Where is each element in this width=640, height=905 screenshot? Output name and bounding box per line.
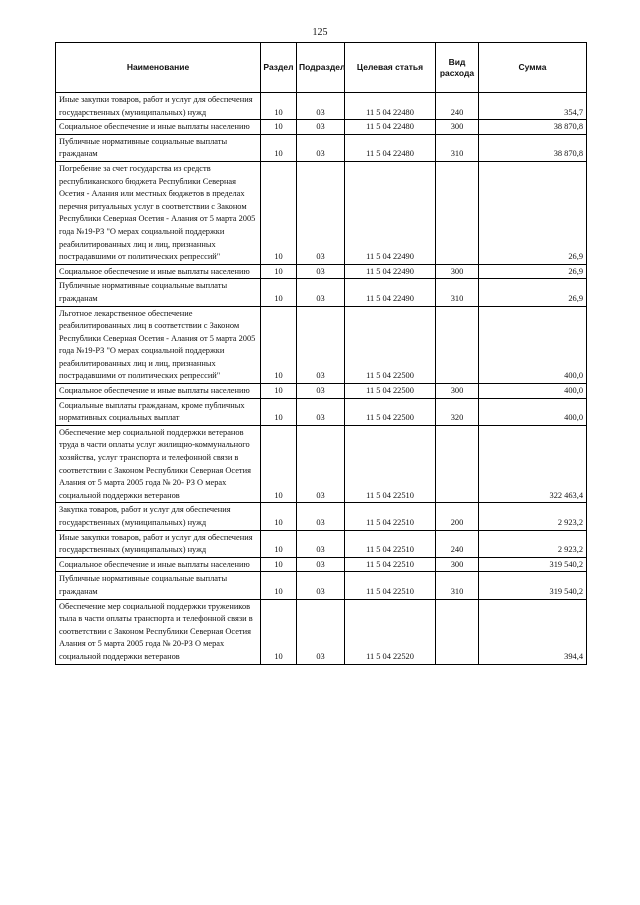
row-section: 10 [261, 530, 297, 557]
row-target: 11 5 04 22500 [345, 306, 436, 384]
row-name-text: Иные закупки товаров, работ и услуг для обеспечения государственных (муниципальных) нужд [59, 532, 253, 555]
row-target: 11 5 04 22510 [345, 572, 436, 599]
row-name-text: Обеспечение мер социальной поддержки тружеников тыла в части оплаты транспорта и телефонной связи в соответствии с Законом Республики Северная Осетия Алания от 5 марта 2005 года № 20-РЗ О мерах социальной поддержки ветеранов [59, 601, 253, 661]
row-target: 11 5 04 22480 [345, 134, 436, 161]
row-amount: 400,0 [479, 398, 587, 425]
row-name-text: Социальное обеспечение и иные выплаты населению [59, 386, 250, 396]
budget-table [55, 42, 587, 665]
row-name-text: Закупка товаров, работ и услуг для обеспечения государственных (муниципальных) нужд [59, 505, 231, 527]
row-amount: 394,4 [479, 599, 587, 664]
row-subsection: 03 [297, 530, 345, 557]
row-section: 10 [261, 384, 297, 399]
row-target: 11 5 04 22480 [345, 93, 436, 120]
table-header-row [56, 43, 587, 93]
row-name [56, 398, 261, 425]
row-expense-type: 310 [436, 572, 479, 599]
row-target: 11 5 04 22490 [345, 161, 436, 264]
table-row [56, 120, 587, 135]
table-row [56, 264, 587, 279]
row-name-text: Социальное обеспечение и иные выплаты населению [59, 122, 250, 132]
row-amount: 319 540,2 [479, 557, 587, 572]
row-amount: 26,9 [479, 161, 587, 264]
row-target: 11 5 04 22490 [345, 279, 436, 306]
table-row [56, 557, 587, 572]
row-subsection: 03 [297, 599, 345, 664]
table-row [56, 503, 587, 530]
row-target: 11 5 04 22500 [345, 398, 436, 425]
row-target: 11 5 04 22510 [345, 530, 436, 557]
row-subsection: 03 [297, 264, 345, 279]
row-amount: 38 870,8 [479, 134, 587, 161]
row-name-text: Публичные нормативные социальные выплаты гражданам [59, 281, 228, 303]
table-row [56, 530, 587, 557]
row-target: 11 5 04 22480 [345, 120, 436, 135]
row-expense-type [436, 599, 479, 664]
row-expense-type: 300 [436, 557, 479, 572]
row-expense-type: 240 [436, 530, 479, 557]
row-amount: 322 463,4 [479, 425, 587, 503]
row-amount: 400,0 [479, 306, 587, 384]
row-section: 10 [261, 161, 297, 264]
row-section: 10 [261, 306, 297, 384]
row-subsection: 03 [297, 306, 345, 384]
table-row [56, 279, 587, 306]
row-name-text: Льготное лекарственное обеспечение реабилитированных лиц в соответствии с Законом Республики Северная Осетия - Алания от 5 марта 2005 года №19-РЗ "О мерах социальной поддержки реабилитированных лиц и лиц, признанных пострадавшими от политических репрессий" [59, 308, 256, 381]
row-name [56, 93, 261, 120]
row-name-text: Погребение за счет государства из средств республиканского бюджета Республики Северная Осетия - Алания или местных бюджетов в пределах перечня ритуальных услуг в соответствии с Законом Республики Северная Осетия - Алания от 5 марта 2005 года №19-РЗ "О мерах социальной поддержки реабилитированных лиц и лиц, признанных пострадавшими от политических репрессий" [59, 163, 256, 262]
table-row [56, 161, 587, 264]
row-subsection: 03 [297, 398, 345, 425]
header-section: Раздел [261, 43, 297, 93]
row-name [56, 134, 261, 161]
table-row [56, 93, 587, 120]
row-subsection: 03 [297, 503, 345, 530]
row-target: 11 5 04 22510 [345, 503, 436, 530]
row-expense-type: 300 [436, 384, 479, 399]
row-subsection: 03 [297, 120, 345, 135]
row-name [56, 279, 261, 306]
row-name-text: Социальное обеспечение и иные выплаты населению [59, 559, 250, 569]
row-name [56, 384, 261, 399]
row-amount: 354,7 [479, 93, 587, 120]
row-expense-type: 310 [436, 134, 479, 161]
row-target: 11 5 04 22500 [345, 384, 436, 399]
row-amount: 400,0 [479, 384, 587, 399]
row-name-text: Социальные выплаты гражданам, кроме публичных нормативных социальных выплат [59, 400, 245, 423]
row-name [56, 503, 261, 530]
row-name [56, 557, 261, 572]
header-target: Целевая статья [345, 43, 436, 93]
table-row [56, 425, 587, 503]
row-expense-type: 200 [436, 503, 479, 530]
row-target: 11 5 04 22510 [345, 557, 436, 572]
row-section: 10 [261, 425, 297, 503]
row-amount: 2 923,2 [479, 503, 587, 530]
row-section: 10 [261, 264, 297, 279]
header-expense-type: Вид расхода [436, 43, 479, 93]
row-amount: 319 540,2 [479, 572, 587, 599]
row-expense-type: 320 [436, 398, 479, 425]
row-name [56, 161, 261, 264]
row-name-text: Обеспечение мер социальной поддержки ветеранов труда в части оплаты услуг жилищно-коммунального хозяйства, услуг транспорта и телефонной связи в соответствии с Законом Республики Северная Осетия Алания от 5 марта 2005 года № 20- РЗ О мерах социальной поддержки ветеранов [59, 427, 251, 500]
row-name [56, 530, 261, 557]
row-expense-type: 300 [436, 264, 479, 279]
row-name-text: Публичные нормативные социальные выплаты гражданам [59, 574, 228, 596]
row-subsection: 03 [297, 425, 345, 503]
row-target: 11 5 04 22520 [345, 599, 436, 664]
row-amount: 38 870,8 [479, 120, 587, 135]
table-row [56, 134, 587, 161]
row-name [56, 120, 261, 135]
row-subsection: 03 [297, 93, 345, 120]
row-expense-type [436, 306, 479, 384]
row-section: 10 [261, 599, 297, 664]
row-section: 10 [261, 572, 297, 599]
row-section: 10 [261, 134, 297, 161]
row-name-text: Иные закупки товаров, работ и услуг для обеспечения государственных (муниципальных) нужд [59, 95, 253, 117]
row-name [56, 599, 261, 664]
row-section: 10 [261, 398, 297, 425]
table-row [56, 398, 587, 425]
header-subsection: Подраздел [297, 43, 345, 93]
row-section: 10 [261, 120, 297, 135]
table-row [56, 306, 587, 384]
table-row [56, 572, 587, 599]
row-section: 10 [261, 503, 297, 530]
row-name [56, 264, 261, 279]
header-amount: Сумма [479, 43, 587, 93]
row-name [56, 306, 261, 384]
row-expense-type: 300 [436, 120, 479, 135]
table-row [56, 599, 587, 664]
row-expense-type: 240 [436, 93, 479, 120]
row-section: 10 [261, 279, 297, 306]
row-amount: 26,9 [479, 279, 587, 306]
table-row [56, 384, 587, 399]
row-subsection: 03 [297, 134, 345, 161]
row-target: 11 5 04 22510 [345, 425, 436, 503]
row-expense-type: 310 [436, 279, 479, 306]
row-amount: 26,9 [479, 264, 587, 279]
row-name-text: Публичные нормативные социальные выплаты гражданам [59, 136, 228, 159]
row-name [56, 572, 261, 599]
row-amount: 2 923,2 [479, 530, 587, 557]
row-name [56, 425, 261, 503]
row-target: 11 5 04 22490 [345, 264, 436, 279]
row-subsection: 03 [297, 572, 345, 599]
page-number: 125 [312, 27, 328, 38]
row-subsection: 03 [297, 161, 345, 264]
row-expense-type [436, 161, 479, 264]
row-subsection: 03 [297, 384, 345, 399]
row-expense-type [436, 425, 479, 503]
header-name: Наименование [56, 43, 261, 93]
row-subsection: 03 [297, 279, 345, 306]
row-name-text: Социальное обеспечение и иные выплаты населению [59, 266, 250, 276]
row-section: 10 [261, 93, 297, 120]
row-section: 10 [261, 557, 297, 572]
row-subsection: 03 [297, 557, 345, 572]
